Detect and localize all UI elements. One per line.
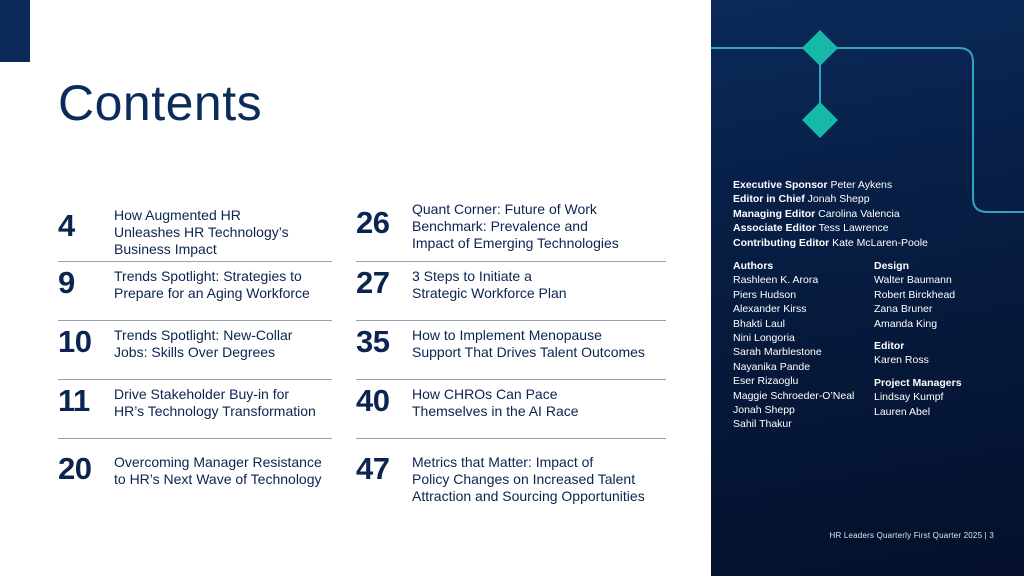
diamond-icon: [802, 30, 838, 66]
toc-entry[interactable]: [356, 321, 666, 380]
masthead-credits: Executive Sponsor Peter Aykens Editor in Chief Jonah Shepp Managing Editor Carolina Valencia Associate Editor Tess Lawrence Contributing Editor Kate McLaren-Poole: [733, 179, 928, 249]
toc-title: Metrics that Matter: Impact of Policy Changes on Increased Talent Attraction and Sourcing Opportunities: [412, 454, 645, 504]
masthead-panel: [711, 0, 1024, 576]
toc-entry[interactable]: [356, 262, 666, 321]
toc-page-number: 4: [58, 208, 75, 243]
toc-title: Overcoming Manager Resistance to HR’s Next Wave of Technology: [114, 454, 322, 487]
toc-page-number: 20: [58, 451, 92, 486]
page-title: Contents: [58, 75, 263, 131]
diamond-icon: [802, 102, 838, 138]
toc-title: Drive Stakeholder Buy-in for HR’s Technology Transformation: [114, 386, 316, 419]
toc-page-number: 27: [356, 265, 390, 300]
toc-title: Trends Spotlight: New-Collar Jobs: Skills Over Degrees: [114, 327, 293, 360]
toc-title: 3 Steps to Initiate a Strategic Workforce Plan: [412, 268, 567, 301]
toc-entry[interactable]: [58, 439, 332, 498]
staff-list: Design Walter Baumann Robert Birckhead Zana Bruner Amanda King Editor Karen Ross Project Managers Lindsay Kumpf Lauren Abel: [874, 260, 962, 418]
toc-page-number: 35: [356, 324, 390, 359]
corner-accent-block: [0, 0, 30, 62]
toc-entry[interactable]: [356, 194, 666, 262]
toc-page-number: 40: [356, 383, 390, 418]
authors-list: Authors Rashleen K. Arora Piers Hudson Alexander Kirss Bhakti Laul Nini Longoria Sarah Marblestone Nayanika Pande Eser Rizaoglu Maggie Schroeder-O’Neal Jonah Shepp Sahil Thakur: [733, 260, 855, 431]
toc-entry[interactable]: [58, 380, 332, 439]
toc-title: How CHROs Can Pace Themselves in the AI Race: [412, 386, 579, 419]
toc-entry[interactable]: [58, 194, 332, 262]
toc-page-number: 26: [356, 205, 390, 240]
toc-page-number: 9: [58, 265, 75, 300]
toc-entry[interactable]: [356, 439, 666, 504]
toc-title: How to Implement Menopause Support That Drives Talent Outcomes: [412, 327, 645, 360]
toc-entry[interactable]: [356, 380, 666, 439]
toc-page-number: 11: [58, 383, 90, 418]
toc-entry[interactable]: [58, 262, 332, 321]
toc-title: How Augmented HR Unleashes HR Technology’s Business Impact: [114, 207, 289, 257]
toc-entry[interactable]: [58, 321, 332, 380]
toc-title: Quant Corner: Future of Work Benchmark: Prevalence and Impact of Emerging Technologies: [412, 201, 619, 251]
page-footer: HR Leaders Quarterly First Quarter 2025 | 3: [829, 531, 994, 540]
toc-column-right: [356, 194, 666, 504]
toc-page-number: 47: [356, 451, 390, 486]
toc-title: Trends Spotlight: Strategies to Prepare for an Aging Workforce: [114, 268, 310, 301]
toc-page-number: 10: [58, 324, 92, 359]
toc-column-left: [58, 194, 332, 498]
